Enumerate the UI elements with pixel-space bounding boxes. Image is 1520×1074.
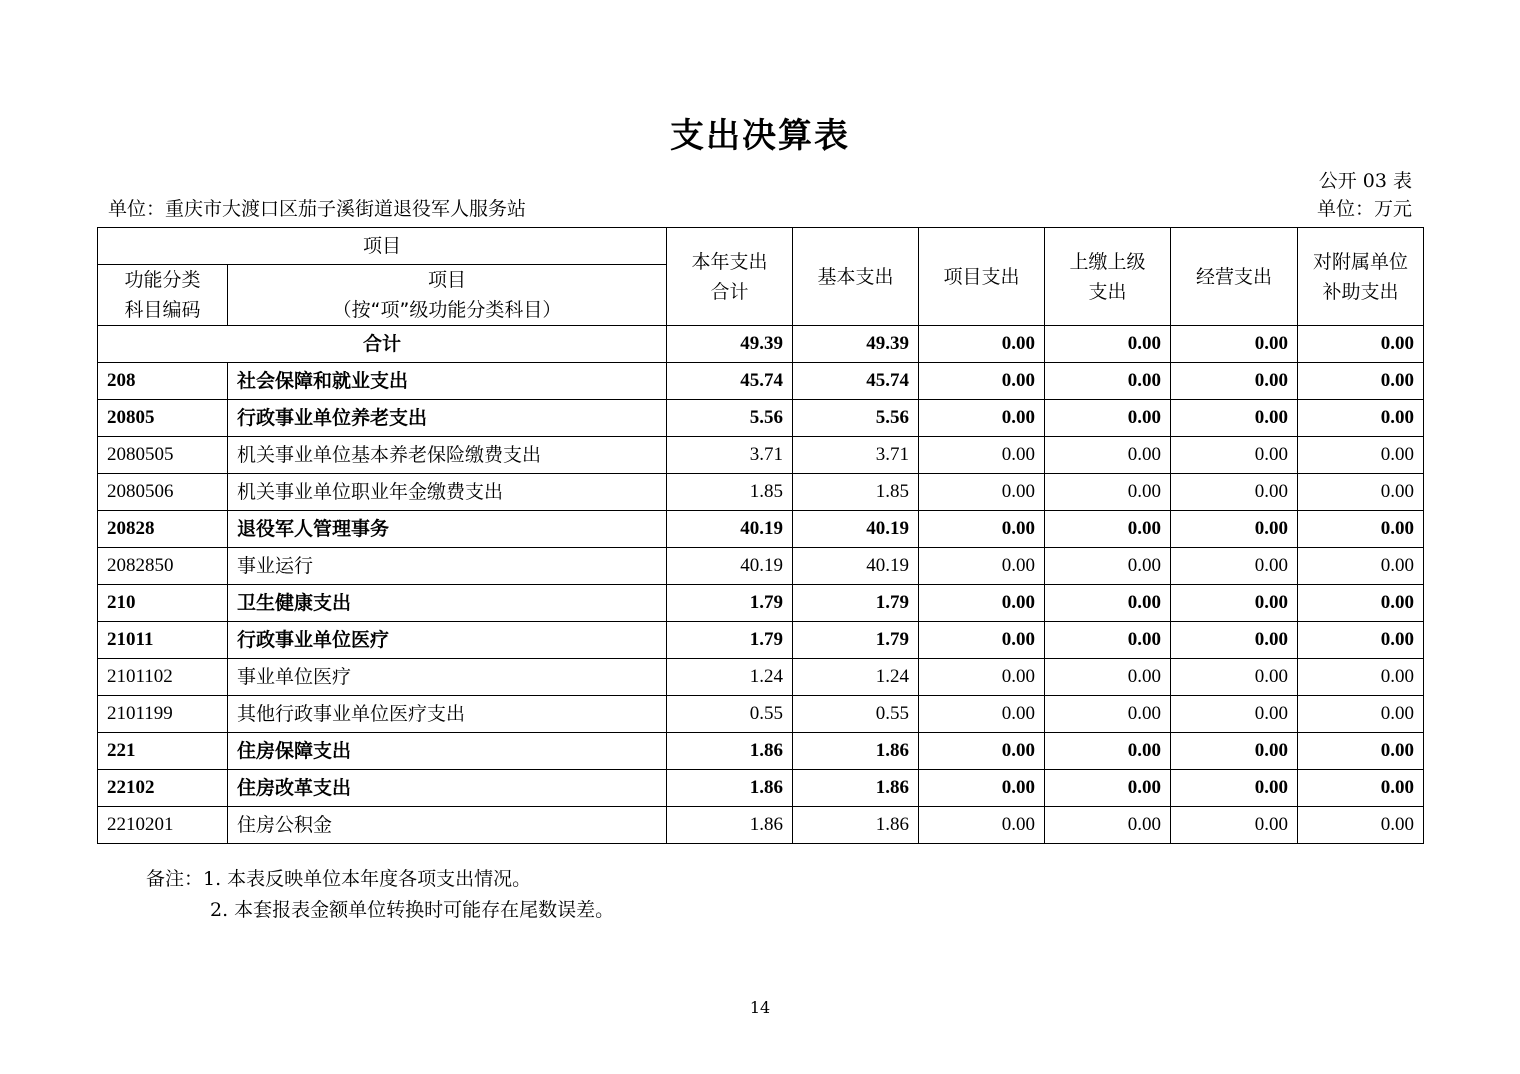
table-row [98, 733, 1424, 770]
header-basic: 基本支出 [793, 228, 919, 326]
row-name: 卫生健康支出 [228, 585, 667, 622]
row-value: 0.00 [1298, 807, 1424, 844]
row-value: 1.86 [793, 770, 919, 807]
row-value: 0.00 [1045, 400, 1171, 437]
row-value: 40.19 [667, 548, 793, 585]
row-value: 1.86 [667, 807, 793, 844]
row-value: 0.00 [1045, 437, 1171, 474]
row-value: 0.00 [1171, 696, 1298, 733]
row-code: 221 [98, 733, 228, 770]
row-value: 0.00 [1171, 622, 1298, 659]
row-value: 0.55 [667, 696, 793, 733]
row-value: 0.00 [1045, 807, 1171, 844]
header-business: 经营支出 [1171, 228, 1298, 326]
row-value: 0.00 [919, 363, 1045, 400]
row-value: 0.00 [1171, 770, 1298, 807]
total-label: 合计 [98, 326, 667, 363]
header-subsidy: 对附属单位 补助支出 [1298, 228, 1424, 326]
row-name: 社会保障和就业支出 [228, 363, 667, 400]
row-value: 1.79 [793, 585, 919, 622]
row-value: 0.00 [919, 437, 1045, 474]
row-value: 0.00 [1298, 622, 1424, 659]
total-value: 49.39 [667, 326, 793, 363]
row-name: 住房公积金 [228, 807, 667, 844]
row-code: 2101199 [98, 696, 228, 733]
row-value: 0.00 [1298, 400, 1424, 437]
row-value: 0.00 [919, 807, 1045, 844]
table-row [98, 696, 1424, 733]
row-code: 2080506 [98, 474, 228, 511]
reporting-unit: 单位：重庆市大渡口区茄子溪街道退役军人服务站 [108, 198, 527, 220]
row-value: 0.00 [1045, 548, 1171, 585]
row-value: 3.71 [793, 437, 919, 474]
row-value: 0.00 [1045, 474, 1171, 511]
row-value: 0.00 [1171, 548, 1298, 585]
row-name: 住房改革支出 [228, 770, 667, 807]
row-value: 1.79 [667, 585, 793, 622]
row-code: 2080505 [98, 437, 228, 474]
header-total: 本年支出 合计 [667, 228, 793, 326]
header-upper: 上缴上级 支出 [1045, 228, 1171, 326]
total-value: 0.00 [1171, 326, 1298, 363]
total-row [98, 326, 1424, 363]
row-code: 22102 [98, 770, 228, 807]
row-value: 1.86 [667, 770, 793, 807]
row-value: 0.00 [919, 733, 1045, 770]
row-value: 0.00 [1171, 807, 1298, 844]
row-value: 3.71 [667, 437, 793, 474]
row-value: 0.00 [1045, 770, 1171, 807]
row-code: 2210201 [98, 807, 228, 844]
header-name: 项目 （按“项”级功能分类科目） [228, 265, 667, 326]
table-row [98, 363, 1424, 400]
table-row [98, 622, 1424, 659]
row-name: 行政事业单位养老支出 [228, 400, 667, 437]
header-item: 项目 [98, 228, 667, 265]
row-value: 0.00 [919, 659, 1045, 696]
row-name: 机关事业单位职业年金缴费支出 [228, 474, 667, 511]
header-project: 项目支出 [919, 228, 1045, 326]
row-value: 0.00 [1045, 622, 1171, 659]
row-value: 5.56 [793, 400, 919, 437]
currency-unit: 单位：万元 [1316, 198, 1412, 220]
row-value: 40.19 [793, 511, 919, 548]
table-row [98, 400, 1424, 437]
row-value: 40.19 [793, 548, 919, 585]
row-value: 0.00 [1045, 696, 1171, 733]
row-value: 0.00 [919, 400, 1045, 437]
note-line: 2. 本套报表金额单位转换时可能存在尾数误差。 [210, 899, 615, 921]
row-value: 0.00 [1045, 659, 1171, 696]
row-value: 0.00 [1171, 363, 1298, 400]
total-value: 49.39 [793, 326, 919, 363]
notes [146, 864, 614, 926]
table-row [98, 659, 1424, 696]
row-value: 1.86 [793, 733, 919, 770]
row-name: 其他行政事业单位医疗支出 [228, 696, 667, 733]
table-row [98, 770, 1424, 807]
row-value: 0.00 [1298, 696, 1424, 733]
note-line: 备注：1. 本表反映单位本年度各项支出情况。 [146, 868, 532, 890]
row-value: 0.00 [1045, 511, 1171, 548]
page-number: 14 [749, 998, 771, 1017]
row-value: 1.85 [793, 474, 919, 511]
row-value: 0.00 [1298, 733, 1424, 770]
row-value: 1.79 [667, 622, 793, 659]
row-value: 0.00 [1171, 400, 1298, 437]
row-name: 机关事业单位基本养老保险缴费支出 [228, 437, 667, 474]
total-value: 0.00 [1298, 326, 1424, 363]
row-value: 0.55 [793, 696, 919, 733]
row-value: 0.00 [1298, 585, 1424, 622]
row-value: 0.00 [1171, 659, 1298, 696]
row-value: 0.00 [1298, 474, 1424, 511]
table-row [98, 585, 1424, 622]
row-value: 0.00 [1171, 437, 1298, 474]
row-value: 5.56 [667, 400, 793, 437]
total-value: 0.00 [919, 326, 1045, 363]
row-code: 2101102 [98, 659, 228, 696]
row-value: 0.00 [919, 770, 1045, 807]
row-value: 0.00 [919, 622, 1045, 659]
row-value: 0.00 [1171, 585, 1298, 622]
table-row [98, 807, 1424, 844]
row-value: 1.24 [793, 659, 919, 696]
form-number: 公开 03 表 [1318, 170, 1412, 192]
row-code: 2082850 [98, 548, 228, 585]
row-value: 0.00 [1298, 548, 1424, 585]
row-name: 退役军人管理事务 [228, 511, 667, 548]
row-name: 住房保障支出 [228, 733, 667, 770]
row-name: 事业运行 [228, 548, 667, 585]
row-value: 45.74 [667, 363, 793, 400]
row-value: 0.00 [919, 548, 1045, 585]
row-code: 20828 [98, 511, 228, 548]
row-value: 0.00 [1298, 511, 1424, 548]
row-code: 208 [98, 363, 228, 400]
expenditure-table [97, 227, 1424, 844]
row-value: 0.00 [1171, 733, 1298, 770]
row-value: 0.00 [919, 696, 1045, 733]
row-value: 0.00 [919, 585, 1045, 622]
row-value: 0.00 [1298, 437, 1424, 474]
row-value: 1.86 [793, 807, 919, 844]
row-code: 210 [98, 585, 228, 622]
page-title: 支出决算表 [670, 116, 850, 156]
row-code: 21011 [98, 622, 228, 659]
row-value: 0.00 [1298, 659, 1424, 696]
row-value: 1.86 [667, 733, 793, 770]
row-value: 0.00 [1171, 474, 1298, 511]
row-value: 0.00 [1171, 511, 1298, 548]
row-value: 0.00 [1045, 363, 1171, 400]
row-value: 0.00 [919, 474, 1045, 511]
table-row [98, 548, 1424, 585]
row-value: 0.00 [1045, 585, 1171, 622]
header-code: 功能分类 科目编码 [98, 265, 228, 326]
row-value: 0.00 [919, 511, 1045, 548]
row-value: 1.85 [667, 474, 793, 511]
row-value: 40.19 [667, 511, 793, 548]
row-name: 行政事业单位医疗 [228, 622, 667, 659]
row-value: 1.24 [667, 659, 793, 696]
row-value: 0.00 [1298, 770, 1424, 807]
row-name: 事业单位医疗 [228, 659, 667, 696]
row-value: 0.00 [1298, 363, 1424, 400]
row-value: 45.74 [793, 363, 919, 400]
row-value: 0.00 [1045, 733, 1171, 770]
row-value: 1.79 [793, 622, 919, 659]
row-code: 20805 [98, 400, 228, 437]
table-row [98, 437, 1424, 474]
total-value: 0.00 [1045, 326, 1171, 363]
table-row [98, 474, 1424, 511]
table-row [98, 511, 1424, 548]
